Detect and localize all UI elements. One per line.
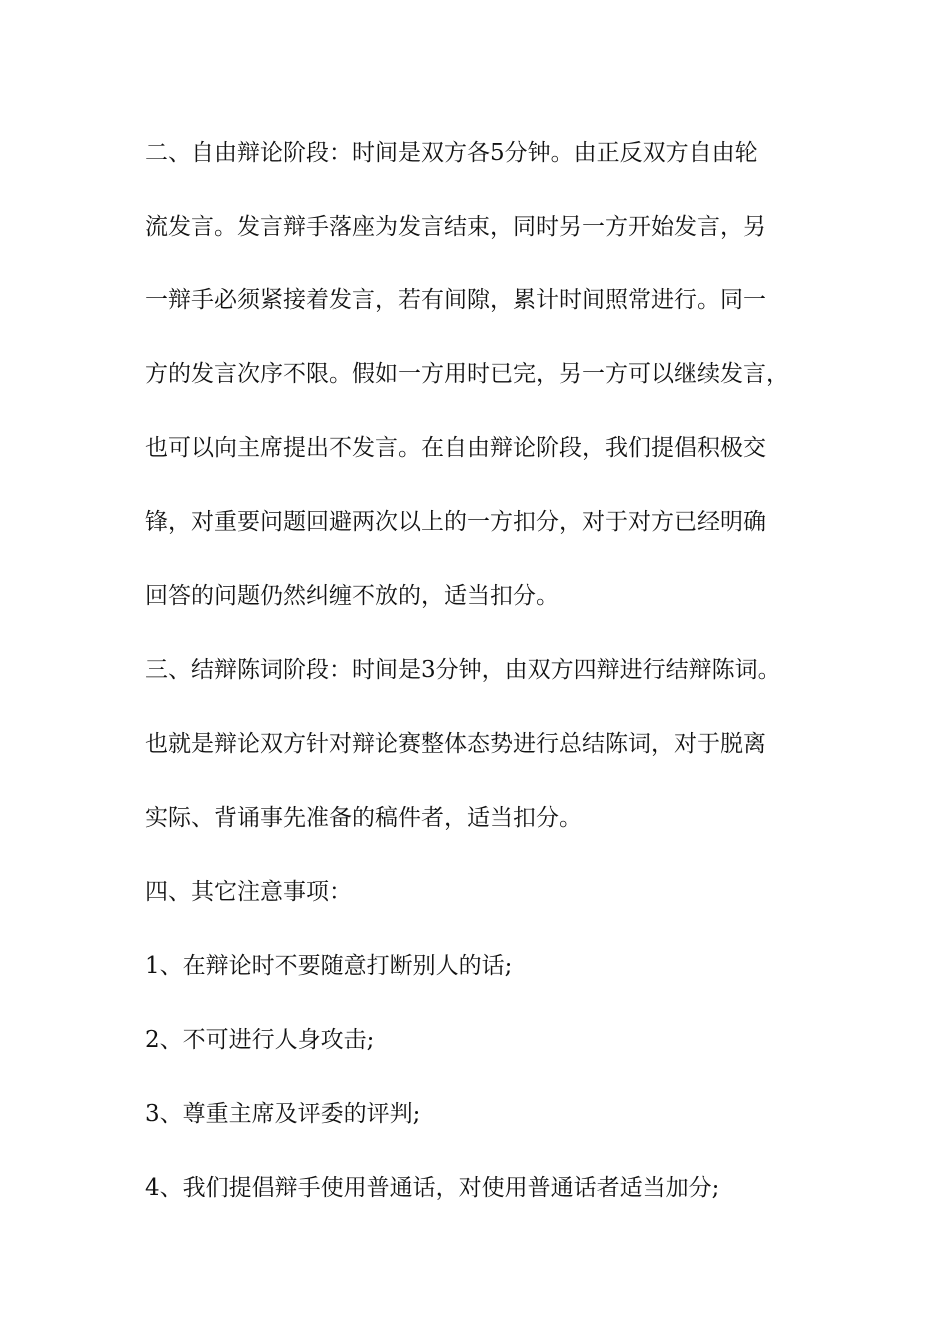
paragraph-line: 也可以向主席提出不发言。在自由辩论阶段，我们提倡积极交 <box>145 435 766 461</box>
paragraph-line: 方的发言次序不限。假如一方用时已完，另一方可以继续发言， <box>145 361 789 387</box>
paragraph-line: 也就是辩论双方针对辩论赛整体态势进行总结陈词，对于脱离 <box>145 731 766 757</box>
list-item: 1、在辩论时不要随意打断别人的话; <box>145 953 513 979</box>
paragraph-line: 二、自由辩论阶段：时间是双方各5分钟。由正反双方自由轮 <box>145 140 758 166</box>
paragraph-line: 实际、背诵事先准备的稿件者，适当扣分。 <box>145 805 582 831</box>
paragraph-line: 流发言。发言辩手落座为发言结束，同时另一方开始发言，另 <box>145 214 766 240</box>
section-heading: 四、其它注意事项： <box>145 879 352 905</box>
list-item: 4、我们提倡辩手使用普通话，对使用普通话者适当加分; <box>145 1175 720 1201</box>
paragraph-line: 一辩手必须紧接着发言，若有间隙，累计时间照常进行。同一 <box>145 287 766 313</box>
paragraph-line: 锋，对重要问题回避两次以上的一方扣分，对于对方已经明确 <box>145 509 766 535</box>
paragraph-line: 三、结辩陈词阶段：时间是3分钟，由双方四辩进行结辩陈词。 <box>145 657 781 683</box>
list-item: 2、不可进行人身攻击; <box>145 1027 375 1053</box>
list-item: 3、尊重主席及评委的评判; <box>145 1101 421 1127</box>
paragraph-line: 回答的问题仍然纠缠不放的，适当扣分。 <box>145 583 559 609</box>
